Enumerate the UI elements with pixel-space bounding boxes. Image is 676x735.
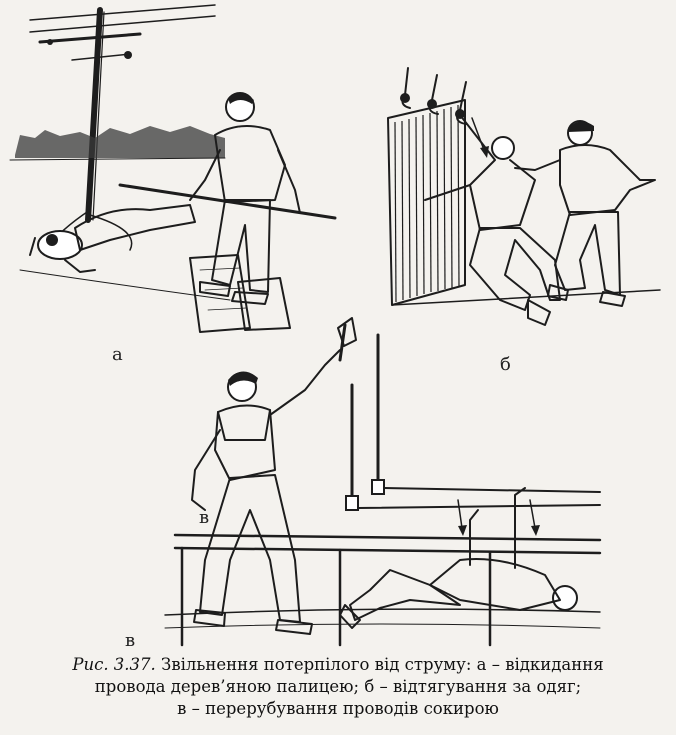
figure-caption [0,654,676,720]
panel-a-illustration [10,5,335,332]
caption-prefix: Рис. 3.37. [72,655,156,674]
caption-line-3: в – перерубування проводів сокирою [177,699,499,718]
caption-line-1 [0,654,676,676]
label-a: а [112,344,123,365]
label-b: б [500,354,511,375]
caption-line-1-text: Звільнення потерпілого від струму: а – відкидання [155,655,604,674]
panel-b-illustration [388,68,660,325]
caption-line-2: провода дерев’яною палицею; б – відтягування за одяг; [94,677,582,696]
label-v-lower: в [125,630,136,651]
panel-v-illustration [165,318,600,645]
label-v-upper: в [199,507,210,528]
